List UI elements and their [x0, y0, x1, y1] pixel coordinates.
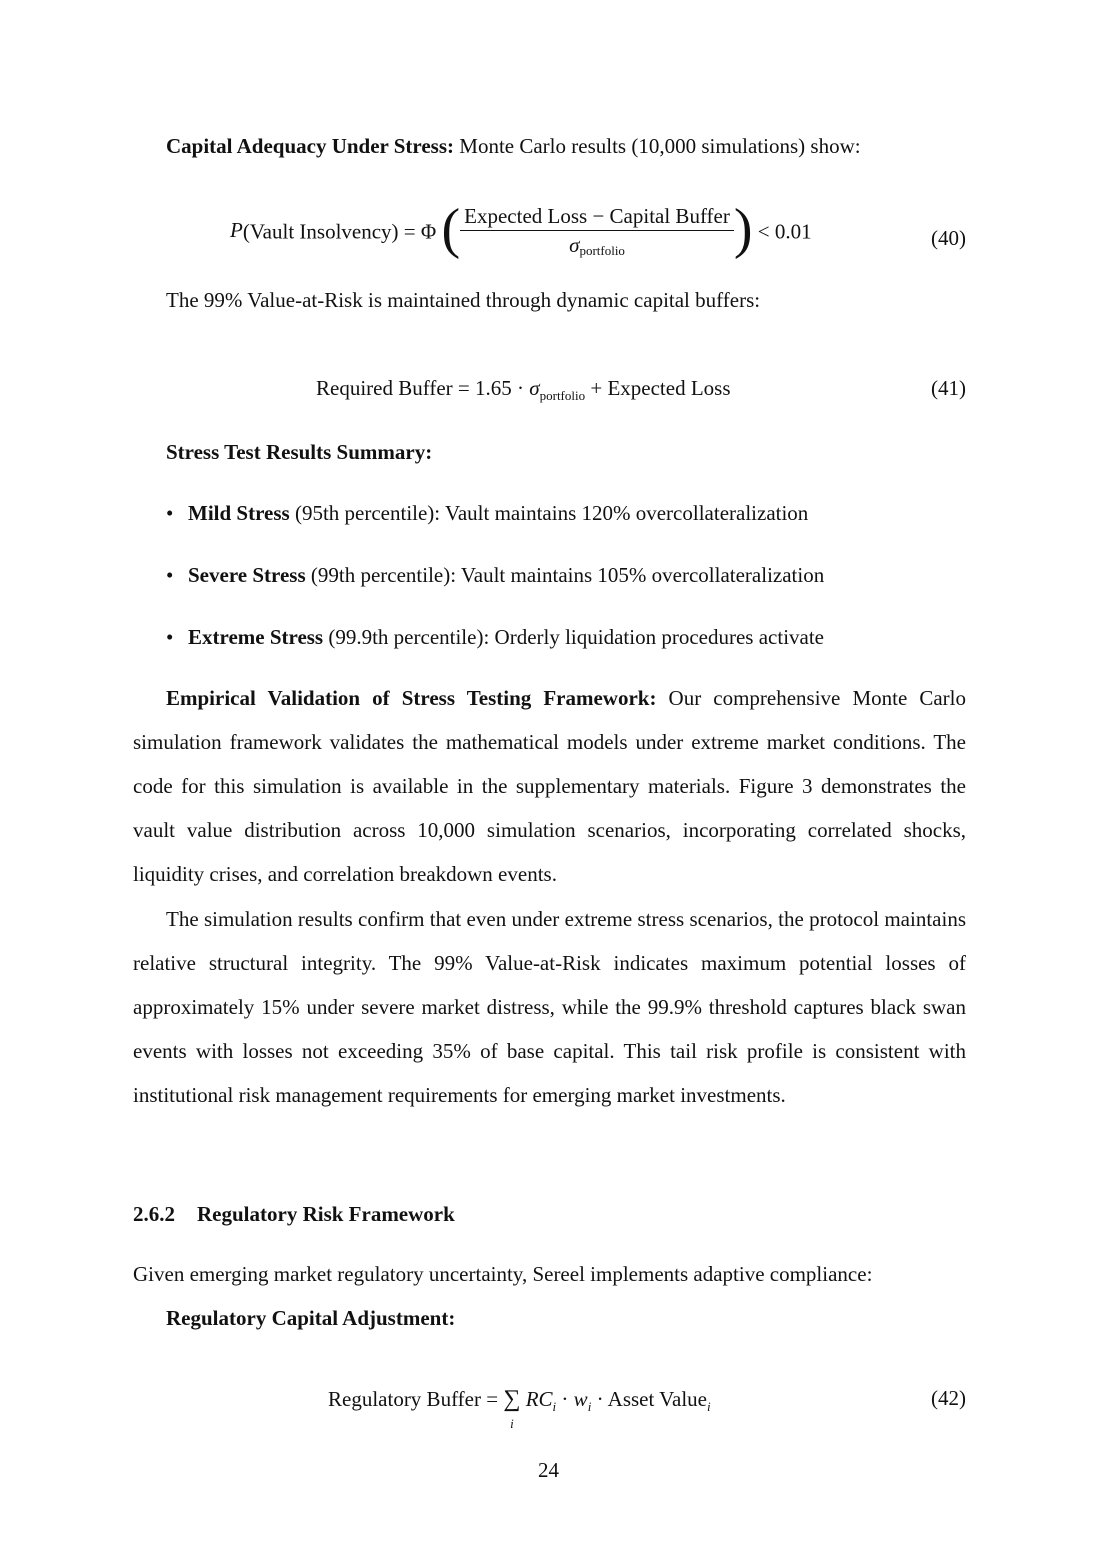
empirical-label: Empirical Validation of Stress Testing Framework: [166, 686, 657, 710]
eq40-numerator: Expected Loss − Capital Buffer [460, 202, 734, 231]
eq42-rc: RC [525, 1387, 553, 1411]
eq40-denominator [460, 231, 734, 262]
var-intro: The 99% Value-at-Risk is maintained through dynamic capital buffers: [166, 288, 761, 312]
bullet-text: (99.9th percentile): Orderly liquidation procedures activate [323, 625, 825, 649]
eq42-av-sub: i [707, 1399, 711, 1414]
sum-icon: ∑ [503, 1386, 521, 1412]
eq42-rc-sub: i [552, 1399, 557, 1414]
eq41-sigma: σ [529, 376, 540, 400]
capital-adequacy-line [166, 134, 861, 159]
eq40-left-paren: ( [441, 198, 461, 260]
bullet-label: Mild Stress [188, 501, 290, 525]
bullet-label: Extreme Stress [188, 625, 324, 649]
bullet-icon: • [166, 563, 174, 587]
eq40-rhs: < 0.01 [757, 219, 812, 244]
empirical-text: Our comprehensive Monte Carlo simulation framework validates the mathematical models under extreme market conditions. The code for this simulation is available in the supplementary materials. Figure 3 demonstrates the vault value distribution across 10,000 simulation scenarios, incorporating correlated shocks, liquidity crises, and correlation breakdown events. [133, 686, 966, 886]
capital-adequacy-text: Monte Carlo results (10,000 simulations) show: [454, 134, 861, 158]
section-title: Regulatory Risk Framework [197, 1202, 455, 1226]
eq42-w: w [573, 1387, 588, 1411]
eq41-left: Required Buffer = 1.65 · [316, 376, 530, 400]
eq42-dot: · [556, 1387, 574, 1411]
bullet-label: Severe Stress [188, 563, 306, 587]
empirical-paragraph [133, 676, 966, 896]
eq41-right: + Expected Loss [585, 376, 731, 400]
eq40-sub: portfolio [579, 243, 625, 258]
eq42-number: (42) [931, 1386, 966, 1410]
bullet-icon: • [166, 625, 174, 649]
capital-adequacy-label: Capital Adequacy Under Stress: [166, 134, 455, 158]
eq42-sum [503, 1386, 521, 1431]
eq41-number: (41) [931, 376, 966, 400]
section-number: 2.6.2 [133, 1202, 175, 1226]
section-heading [133, 1202, 455, 1227]
eq40-p: P [230, 217, 243, 242]
eq40-right-paren: ) [733, 198, 753, 260]
bullet-icon: • [166, 501, 174, 525]
bullet-text: (95th percentile): Vault maintains 120% overcollateralization [289, 501, 809, 525]
eq42-sum-index: i [510, 1416, 514, 1431]
eq42-left: Regulatory Buffer = [328, 1387, 504, 1411]
eq40-fraction [460, 202, 734, 262]
eq40-number: (40) [931, 226, 966, 250]
stress-summary-heading: Stress Test Results Summary: [166, 440, 433, 464]
eq42-right: · Asset Value [591, 1387, 707, 1411]
regulatory-capital-heading: Regulatory Capital Adjustment: [166, 1306, 456, 1330]
eq40-lhs: (Vault Insolvency) = Φ [242, 219, 437, 244]
equation-42 [328, 1386, 711, 1431]
eq40-sigma: σ [569, 233, 580, 257]
list-item [166, 563, 824, 588]
eq42-w-sub: i [587, 1399, 592, 1414]
list-item [166, 625, 824, 650]
simulation-paragraph [133, 897, 966, 1117]
list-item [166, 501, 808, 526]
regulatory-intro: Given emerging market regulatory uncertainty, Sereel implements adaptive compliance: [133, 1262, 873, 1286]
equation-41 [316, 376, 731, 401]
page-number: 24 [538, 1458, 559, 1482]
equation-40 [230, 200, 812, 264]
eq41-sub: portfolio [539, 388, 586, 403]
bullet-text: (99th percentile): Vault maintains 105% overcollateralization [305, 563, 825, 587]
simulation-text: The simulation results confirm that even under extreme stress scenarios, the protocol maintains relative structural integrity. The 99% Value-at-Risk indicates maximum potential losses of approximately 15% under severe market distress, while the 99.9% threshold captures black swan events with losses not exceeding 35% of base capital. This tail risk profile is consistent with institutional risk management requirements for emerging market investments. [133, 907, 966, 1107]
